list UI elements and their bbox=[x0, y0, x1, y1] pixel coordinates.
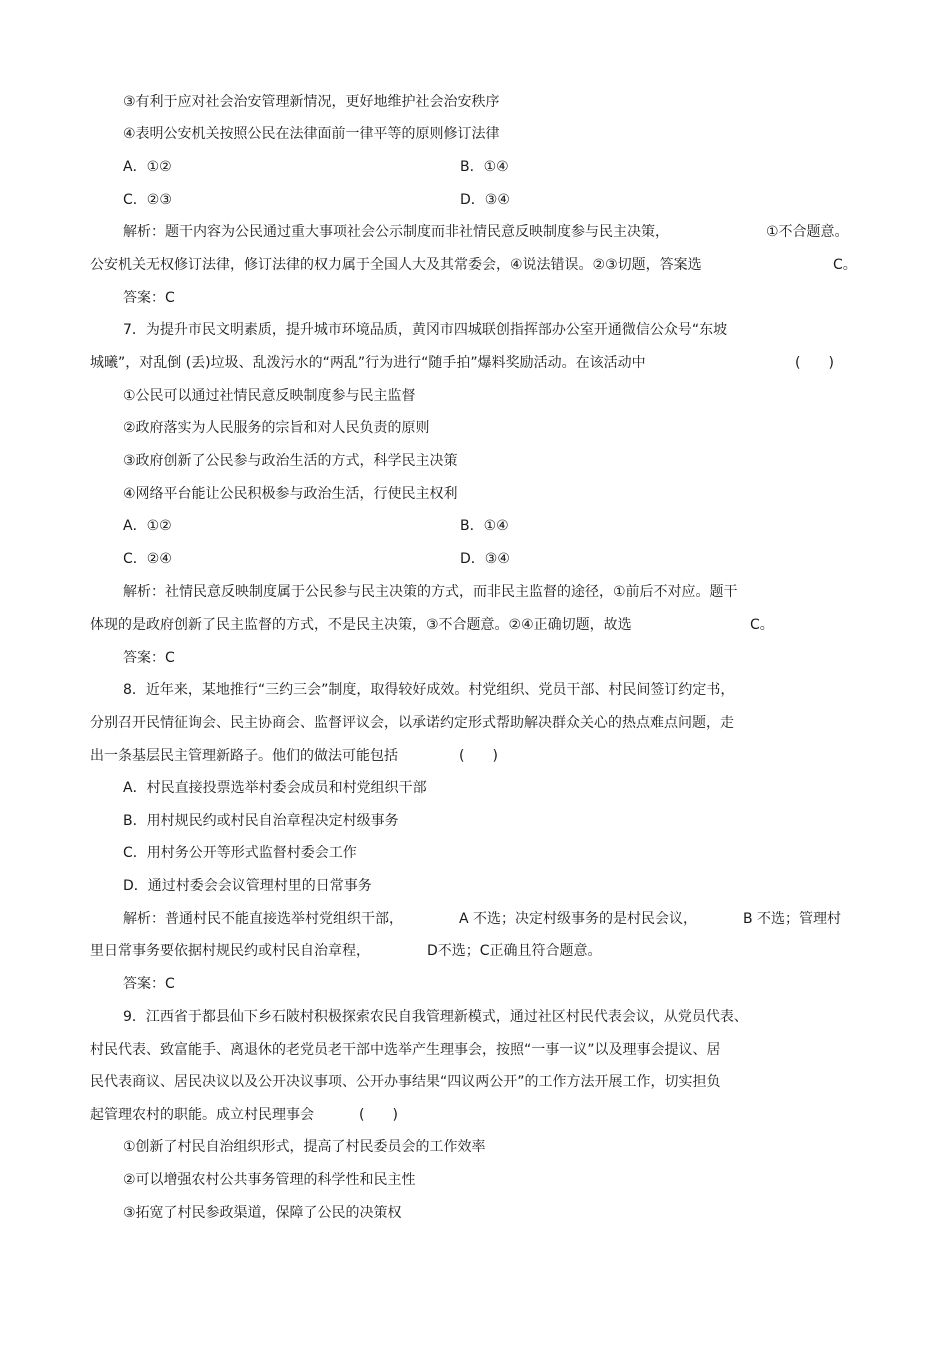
q7-option-d: D．③④ bbox=[460, 551, 510, 567]
q6-analysis-answer: C。 bbox=[833, 257, 857, 273]
q9-item-3: ③拓宽了村民参政渠道，保障了公民的决策权 bbox=[123, 1205, 402, 1221]
q7-option-b: B．①④ bbox=[460, 518, 509, 534]
q6-analysis-line2: 公安机关无权修订法律，修订法律的权力属于全国人大及其常委会，④说法错误。②③切题，答案选 bbox=[90, 257, 702, 273]
q7-analysis-line2: 体现的是政府创新了民主监督的方式，不是民主决策，③不合题意。②④正确切题，故选 bbox=[90, 617, 632, 633]
q7-item-2: ②政府落实为人民服务的宗旨和对人民负责的原则 bbox=[123, 420, 430, 436]
q6-option-b: B．①④ bbox=[460, 159, 509, 175]
q8-analysis-line2-b: D不选；C正确且符合题意。 bbox=[427, 943, 602, 959]
q8-analysis-line2-a: 里日常事务要依据村规民约或村民自治章程， bbox=[90, 943, 370, 959]
q7-item-3: ③政府创新了公民参与政治生活的方式，科学民主决策 bbox=[123, 453, 458, 469]
q7-item-1: ①公民可以通过社情民意反映制度参与民主监督 bbox=[123, 388, 416, 404]
q7-blank: ( ) bbox=[795, 355, 834, 371]
q7-option-c: C．②④ bbox=[123, 551, 172, 567]
q8-stem-line2: 分别召开民情征询会、民主协商会、监督评议会，以承诺约定形式帮助解决群众关心的热点难点问题，走 bbox=[90, 715, 734, 731]
q8-stem-line3: 出一条基层民主管理新路子。他们的做法可能包括 bbox=[90, 748, 398, 764]
q7-option-a: A．①② bbox=[123, 518, 172, 534]
q9-stem-line2: 村民代表、致富能手、离退休的老党员老干部中选举产生理事会，按照“一事一议”以及理事会提议、居 bbox=[90, 1042, 721, 1058]
q8-option-d: D．通过村委会会议管理村里的日常事务 bbox=[123, 878, 372, 894]
q7-analysis-answer: C。 bbox=[750, 617, 774, 633]
q9-stem-line1: 9．江西省于都县仙下乡石陂村积极探索农民自我管理新模式，通过社区村民代表会议，从党员代表、 bbox=[123, 1009, 748, 1025]
q6-option-c: C．②③ bbox=[123, 192, 172, 208]
q7-stem-line2: 城曦”，对乱倒 (丢)垃圾、乱泼污水的“两乱”行为进行“随手拍”爆料奖励活动。在该活动中 bbox=[90, 355, 646, 371]
q8-option-b: B．用村规民约或村民自治章程决定村级事务 bbox=[123, 813, 399, 829]
q6-answer: 答案：C bbox=[123, 290, 175, 306]
q9-stem-line3: 民代表商议、居民决议以及公开决议事项、公开办事结果“四议两公开”的工作方法开展工作，切实担负 bbox=[90, 1074, 721, 1090]
q8-option-a: A．村民直接投票选举村委会成员和村党组织干部 bbox=[123, 780, 427, 796]
q7-analysis-line1: 解析：社情民意反映制度属于公民参与民主决策的方式，而非民主监督的途径，①前后不对应。题干 bbox=[123, 584, 738, 600]
q6-item-3: ③有利于应对社会治安管理新情况，更好地维护社会治安秩序 bbox=[123, 94, 500, 110]
q9-item-1: ①创新了村民自治组织形式，提高了村民委员会的工作效率 bbox=[123, 1139, 486, 1155]
q8-analysis-line1-c: B 不选；管理村 bbox=[743, 911, 842, 927]
q9-stem-line4: 起管理农村的职能。成立村民理事会 bbox=[90, 1107, 314, 1123]
q6-analysis-line1: 解析：题干内容为公民通过重大事项社会公示制度而非社情民意反映制度参与民主决策， bbox=[123, 224, 669, 240]
q8-blank: ( ) bbox=[459, 748, 498, 764]
q6-option-a: A．①② bbox=[123, 159, 172, 175]
q8-answer: 答案：C bbox=[123, 976, 175, 992]
q6-item-4: ④表明公安机关按照公民在法律面前一律平等的原则修订法律 bbox=[123, 126, 500, 142]
q9-item-2: ②可以增强农村公共事务管理的科学性和民主性 bbox=[123, 1172, 416, 1188]
q8-stem-line1: 8．近年来，某地推行“三约三会”制度，取得较好成效。村党组织、党员干部、村民间签订约定书， bbox=[123, 682, 735, 698]
q8-analysis-line1-a: 解析：普通村民不能直接选举村党组织干部， bbox=[123, 911, 403, 927]
q6-analysis-line1-end: ①不合题意。 bbox=[766, 224, 849, 240]
q9-blank: ( ) bbox=[359, 1107, 398, 1123]
q7-stem-line1: 7．为提升市民文明素质，提升城市环境品质，黄冈市四城联创指挥部办公室开通微信公众号“东坡 bbox=[123, 322, 728, 338]
q8-analysis-line1-b: A 不选；决定村级事务的是村民会议， bbox=[459, 911, 698, 927]
q6-option-d: D．③④ bbox=[460, 192, 510, 208]
q7-item-4: ④网络平台能让公民积极参与政治生活，行使民主权利 bbox=[123, 486, 458, 502]
q8-option-c: C．用村务公开等形式监督村委会工作 bbox=[123, 845, 357, 861]
q7-answer: 答案：C bbox=[123, 650, 175, 666]
